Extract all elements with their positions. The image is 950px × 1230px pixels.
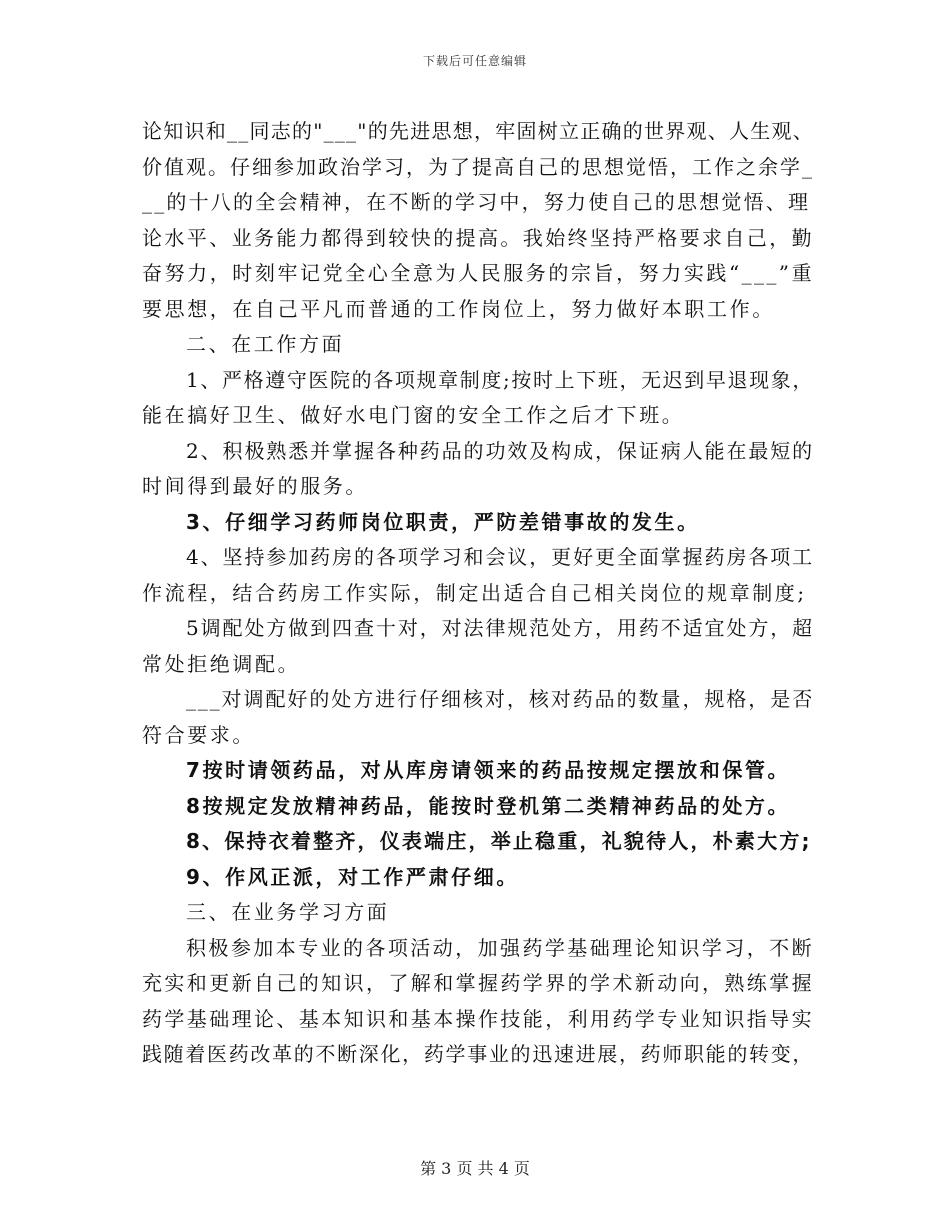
text-line: 论知识和__同志的"___"的先进思想，牢固树立正确的世界观、人生观、	[142, 119, 814, 143]
text-line: 9、作风正派，对工作严肃仔细。	[186, 864, 519, 889]
text-line: 能在搞好卫生、做好水电门窗的安全工作之后才下班。	[142, 403, 685, 427]
text-line: 三、在业务学习方面	[186, 900, 390, 924]
text-line: 奋努力，时刻牢记党全心全意为人民服务的宗旨，努力实践“___”重	[142, 261, 814, 285]
text-line: 药学基础理论、基本知识和基本操作技能，利用药学专业知识指导实	[142, 1006, 814, 1031]
text-line: 8、保持衣着整齐，仪表端庄，举止稳重，礼貌待人，朴素大方;	[186, 829, 812, 853]
text-line: 4、坚持参加药房的各项学习和会议，更好更全面掌握药房各项工	[186, 545, 814, 569]
text-line: 价值观。仔细参加政治学习，为了提高自己的思想觉悟，工作之余学_	[142, 154, 814, 179]
text-line: 二、在工作方面	[186, 332, 345, 356]
text-line: __的十八的全会精神，在不断的学习中，努力使自己的思想觉悟、理	[142, 190, 811, 214]
page-header: 下载后可任意编辑	[422, 54, 527, 68]
text-line: 论水平、业务能力都得到较快的提高。我始终坚持严格要求自己，勤	[142, 225, 814, 250]
page-footer: 第 3 页 共 4 页	[420, 1159, 530, 1178]
text-line: 要思想，在自己平凡而普通的工作岗位上，努力做好本职工作。	[142, 296, 775, 321]
text-line: 2、积极熟悉并掌握各种药品的功效及构成，保证病人能在最短的	[186, 438, 814, 463]
text-line: 1、严格遵守医院的各项规章制度;按时上下班，无迟到早退现象，	[186, 367, 814, 392]
text-line: 8按规定发放精神药品，能按时登机第二类精神药品的处方。	[186, 793, 791, 818]
text-line: 充实和更新自己的知识，了解和掌握药学界的学术新动向，熟练掌握	[142, 971, 814, 995]
text-line: 作流程，结合药房工作实际，制定出适合自己相关岗位的规章制度;	[142, 580, 807, 605]
text-line: 践随着医药改革的不断深化，药学事业的迅速进展，药师职能的转变，	[142, 1042, 814, 1066]
text-line: ___对调配好的处方进行仔细核对，核对药品的数量，规格，是否	[186, 687, 814, 711]
text-line: 3、仔细学习药师岗位职责，严防差错事故的发生。	[186, 509, 700, 534]
text-line: 积极参加本专业的各项活动，加强药学基础理论知识学习，不断	[186, 935, 814, 960]
document-body	[142, 114, 814, 1073]
text-line: 时间得到最好的服务。	[142, 474, 368, 498]
text-line: 5调配处方做到四查十对，对法律规范处方，用药不适宜处方，超	[186, 616, 814, 640]
text-line: 符合要求。	[142, 722, 255, 747]
text-line: 7按时请领药品，对从库房请领来的药品按规定摆放和保管。	[186, 758, 791, 782]
text-line: 常处拒绝调配。	[142, 651, 301, 676]
